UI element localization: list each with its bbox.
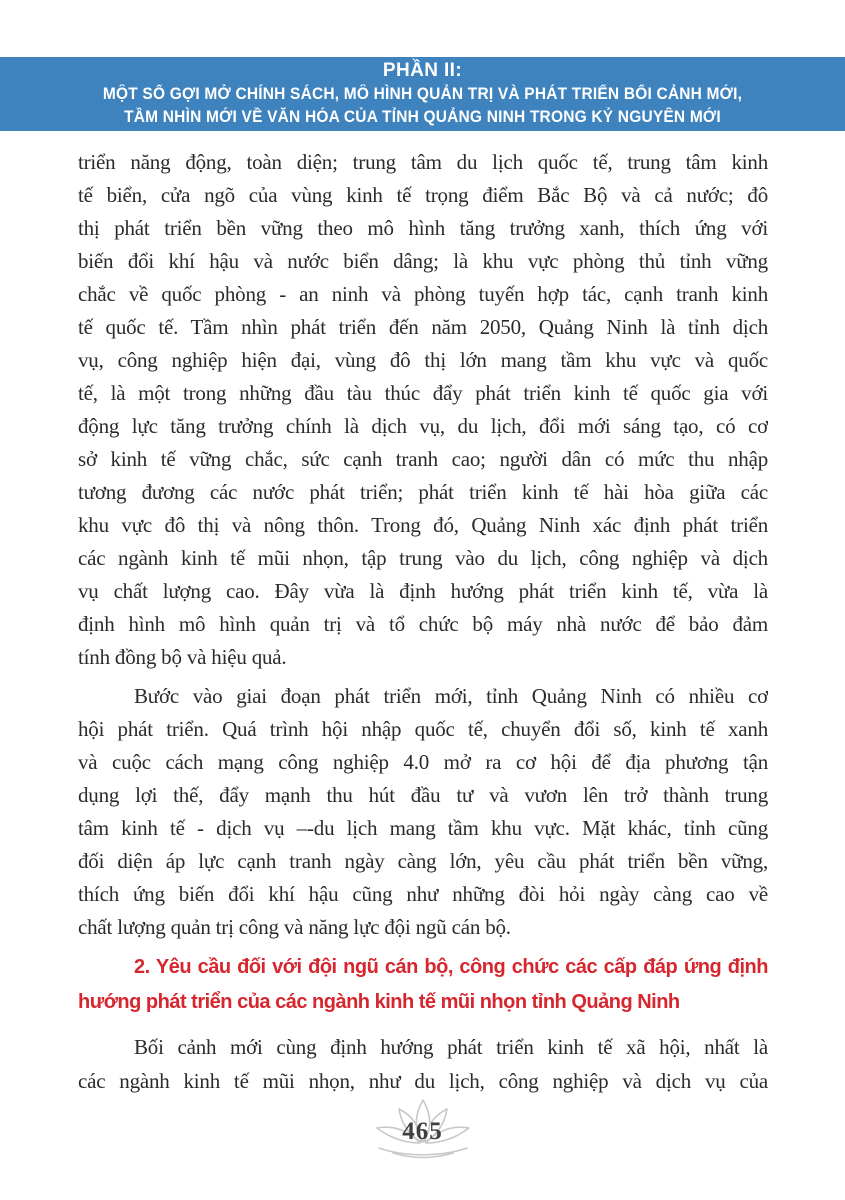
paragraph-line: tâm kinh tế - dịch vụ –-du lịch mang tầm khu vực. Mặt khác, tỉnh cũng <box>78 816 768 840</box>
paragraph-line: tế quốc tế. Tầm nhìn phát triển đến năm 2050, Quảng Ninh là tỉnh dịch <box>78 315 768 339</box>
page-number: 465 <box>402 1118 443 1145</box>
section-heading-line: 2. Yêu cầu đối với đội ngũ cán bộ, công chức các cấp đáp ứng định <box>134 956 768 978</box>
page-body <box>78 146 768 1098</box>
paragraph-line: Bối cảnh mới cùng định hướng phát triển kinh tế xã hội, nhất là <box>134 1035 768 1059</box>
paragraph-line: thị phát triển bền vững theo mô hình tăng trưởng xanh, thích ứng với <box>78 216 768 240</box>
paragraph-line: khu vực đô thị và nông thôn. Trong đó, Quảng Ninh xác định phát triển <box>78 513 768 537</box>
chapter-banner <box>0 57 845 131</box>
paragraph-line: các ngành kinh tế mũi nhọn, tập trung vào du lịch, công nghiệp và dịch <box>78 546 768 570</box>
paragraph-line: hội phát triển. Quá trình hội nhập quốc tế, chuyển đổi số, kinh tế xanh <box>78 717 768 741</box>
paragraph-line: vụ, công nghiệp hiện đại, vùng đô thị lớn mang tầm khu vực và quốc <box>78 348 768 372</box>
paragraph-line: đối diện áp lực cạnh tranh ngày càng lớn, yêu cầu phát triển bền vững, <box>78 849 768 873</box>
paragraph <box>78 680 768 944</box>
paragraph-line: động lực tăng trưởng chính là dịch vụ, du lịch, đổi mới sáng tạo, có cơ <box>78 414 768 438</box>
paragraph-line: các ngành kinh tế mũi nhọn, như du lịch, công nghiệp và dịch vụ của <box>78 1069 768 1093</box>
paragraph <box>78 1030 768 1098</box>
page-footer <box>0 1096 845 1176</box>
paragraph-line: tương đương các nước phát triển; phát triển kinh tế hài hòa giữa các <box>78 480 768 504</box>
paragraph-line: vụ chất lượng cao. Đây vừa là định hướng phát triển kinh tế, vừa là <box>78 579 768 603</box>
chapter-part-label: PHẦN II: <box>382 60 463 81</box>
paragraph-line: tế, là một trong những đầu tàu thúc đẩy phát triển kinh tế quốc gia với <box>78 381 768 405</box>
paragraph-line: chắc về quốc phòng - an ninh và phòng tuyến hợp tác, cạnh tranh kinh <box>78 282 768 306</box>
chapter-subtitle-line1: MỘT SỐ GỢI MỞ CHÍNH SÁCH, MÔ HÌNH QUẢN TRỊ VÀ PHÁT TRIỂN BỐI CẢNH MỚI, <box>102 85 743 104</box>
paragraph-line: và cuộc cách mạng công nghiệp 4.0 mở ra cơ hội để địa phương tận <box>78 750 768 774</box>
page-number-ornament <box>363 1096 483 1166</box>
paragraph-line: triển năng động, toàn diện; trung tâm du lịch quốc tế, trung tâm kinh <box>78 150 768 174</box>
paragraph-line: chất lượng quản trị công và năng lực đội ngũ cán bộ. <box>78 915 511 939</box>
paragraph-line: Bước vào giai đoạn phát triển mới, tỉnh Quảng Ninh có nhiều cơ <box>134 684 768 708</box>
paragraph-line: dụng lợi thế, đẩy mạnh thu hút đầu tư và vươn lên trở thành trung <box>78 783 768 807</box>
paragraph-line: biến đổi khí hậu và nước biển dâng; là khu vực phòng thủ tỉnh vững <box>78 249 768 273</box>
paragraph <box>78 146 768 674</box>
chapter-subtitle-line2: TẦM NHÌN MỚI VỀ VĂN HÓA CỦA TỈNH QUẢNG NINH TRONG KỶ NGUYÊN MỚI <box>124 108 721 127</box>
paragraph-line: tính đồng bộ và hiệu quả. <box>78 645 287 669</box>
paragraph-line: tế biển, cửa ngõ của vùng kinh tế trọng điểm Bắc Bộ và cả nước; đô <box>78 183 768 207</box>
paragraph-line: sở kinh tế vững chắc, sức cạnh tranh cao; người dân có mức thu nhập <box>78 447 768 471</box>
section-heading <box>78 950 768 1020</box>
paragraph-line: định hình mô hình quản trị và tổ chức bộ máy nhà nước để bảo đảm <box>78 612 768 636</box>
section-heading-line: hướng phát triển của các ngành kinh tế mũi nhọn tỉnh Quảng Ninh <box>78 991 680 1013</box>
paragraph-line: thích ứng biến đổi khí hậu cũng như những đòi hỏi ngày càng cao về <box>78 882 768 906</box>
